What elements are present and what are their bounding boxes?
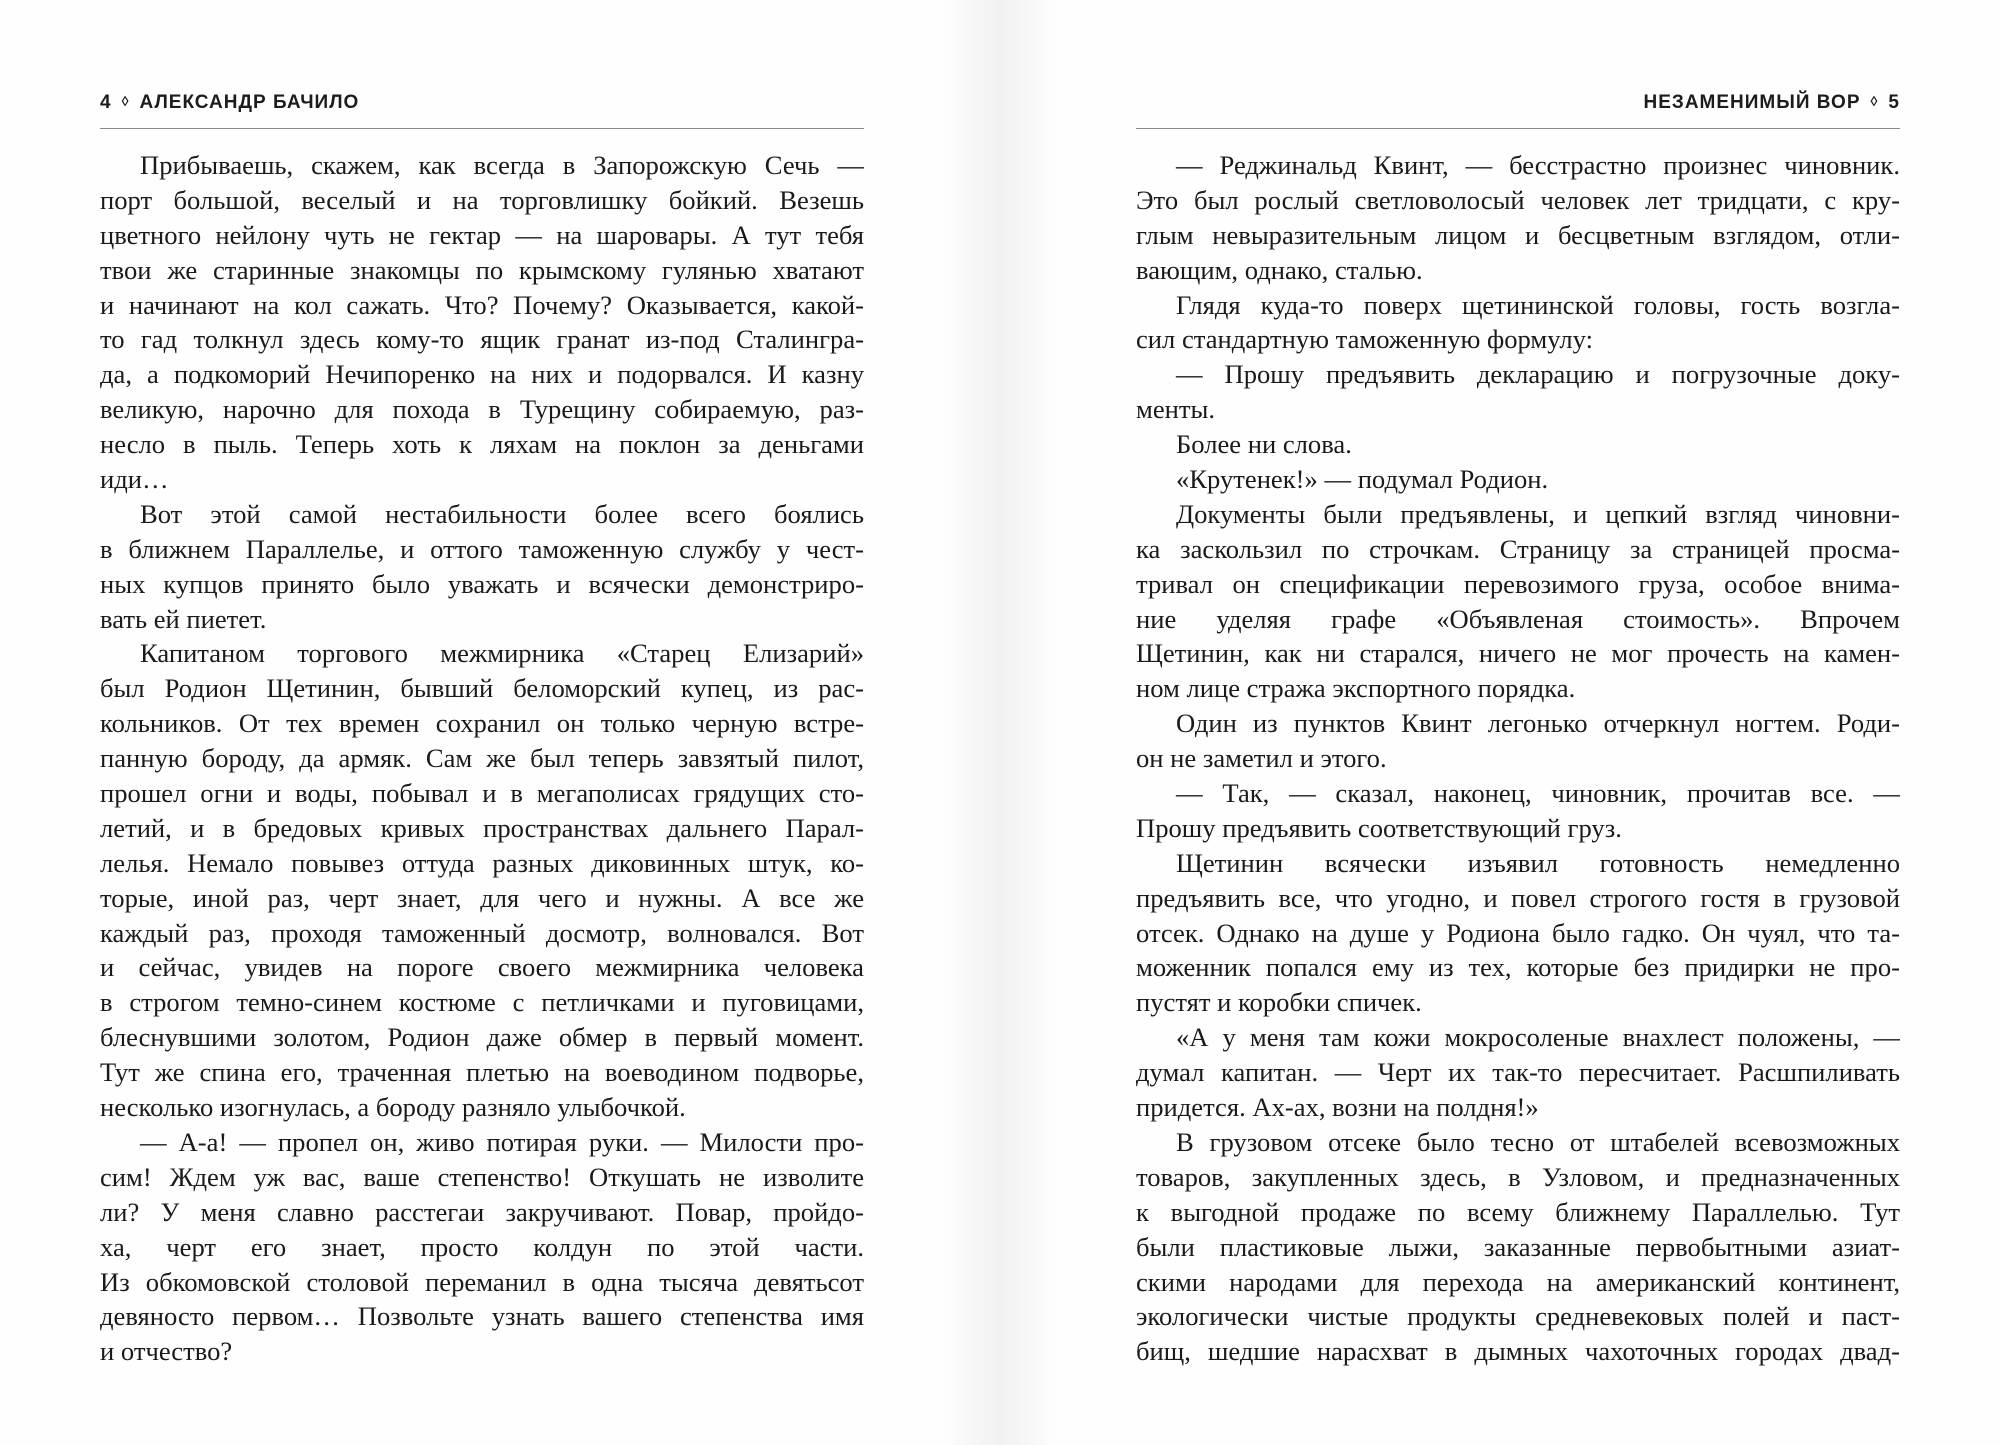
text-line: менты. xyxy=(1136,394,1216,425)
text-line: сим! Ждем уж вас, ваше степенство! Откушать не изволите xyxy=(100,1161,864,1192)
text-line: тривал он спецификации перевозимого груза, особое внима- xyxy=(1136,568,1900,599)
header-separator: ◊ xyxy=(1870,93,1879,109)
text-line: Прибываешь, скажем, как всегда в Запорожскую Сечь — xyxy=(140,150,864,180)
text-line: кольников. От тех времен сохранил он только черную встре- xyxy=(100,708,864,739)
text-line: пустят и коробки спичек. xyxy=(1136,987,1422,1018)
text-line: предъявить все, что угодно, и повел строгого гостя в грузовой xyxy=(1136,882,1900,913)
text-line: и отчество? xyxy=(100,1336,233,1367)
page-number: 4 xyxy=(100,92,112,113)
running-title: НЕЗАМЕНИМЫЙ ВОР xyxy=(1643,92,1861,113)
text-line: лелья. Немало повывез оттуда разных диковинных штук, ко- xyxy=(100,847,864,878)
page-number: 5 xyxy=(1888,92,1900,113)
text-line: экологически чистые продукты средневековых полей и паст- xyxy=(1136,1301,1900,1332)
text-line: цветного нейлону чуть не гектар — на шаровары. А тут тебя xyxy=(100,219,864,250)
text-line: «Крутенек!» — подумал Родион. xyxy=(1176,464,1549,495)
text-line: моженник попался ему из тех, которые без придирки не про- xyxy=(1136,952,1900,983)
left-page-text xyxy=(100,148,864,1369)
text-line: и начинают на кол сажать. Что? Почему? Оказывается, какой- xyxy=(100,289,864,320)
text-line: и сейчас, увидев на пороге своего межмирника человека xyxy=(100,952,864,983)
text-line: — Прошу предъявить декларацию и погрузочные доку- xyxy=(1176,359,1900,390)
text-line: панную бороду, да армяк. Сам же был теперь завзятый пилот, xyxy=(100,743,864,774)
text-line: ха, черт его знает, просто колдун по этой части. xyxy=(100,1231,864,1262)
right-running-header xyxy=(1644,92,1900,114)
text-line: порт большой, веселый и на торговлишку бойкий. Везешь xyxy=(100,184,864,215)
text-line: ли? У меня славно расстегаи закручивают. Повар, пройдо- xyxy=(100,1196,864,1227)
text-line: иди… xyxy=(100,464,169,495)
text-line: В грузовом отсеке было тесно от штабелей всевозможных xyxy=(1176,1126,1900,1157)
text-line: Капитаном торгового межмирника «Старец Елизарий» xyxy=(140,638,864,669)
text-line: скими народами для перехода на американский континент, xyxy=(1136,1266,1900,1297)
text-line: были пластиковые лыжи, заказанные первобытными азиат- xyxy=(1136,1231,1900,1262)
text-line: Щетинин, как ни старался, ничего не мог прочесть на камен- xyxy=(1136,638,1900,669)
left-running-header xyxy=(100,92,359,114)
text-line: Прошу предъявить соответствующий груз. xyxy=(1136,812,1622,843)
header-rule xyxy=(100,128,864,129)
text-line: Более ни слова. xyxy=(1176,429,1352,460)
header-separator: ◊ xyxy=(121,93,130,109)
text-line: — Реджинальд Квинт, — бесстрастно произнес чиновник. xyxy=(1176,150,1900,180)
text-line: глым невыразительным лицом и бесцветным взглядом, отли- xyxy=(1136,219,1900,250)
header-rule xyxy=(1136,128,1900,129)
text-line: Один из пунктов Квинт легонько отчеркнул ногтем. Роди- xyxy=(1176,708,1900,739)
text-line: вать ей пиетет. xyxy=(100,603,267,634)
text-line: прошел огни и воды, побывал и в мегаполисах грядущих сто- xyxy=(100,778,864,809)
text-line: да, а подкоморий Нечипоренко на них и подорвался. И казну xyxy=(100,359,864,390)
text-line: в ближнем Параллелье, и оттого таможенную службу у чест- xyxy=(100,533,864,564)
text-line: он не заметил и этого. xyxy=(1136,743,1387,774)
text-line: думал капитан. — Черт их так-то пересчитает. Расшпиливать xyxy=(1136,1057,1900,1088)
text-line: Глядя куда-то поверх щетининской головы, гость возгла- xyxy=(1176,289,1900,320)
running-title: АЛЕКСАНДР БАЧИЛО xyxy=(139,92,360,113)
text-line: вающим, однако, сталью. xyxy=(1136,254,1423,285)
text-line: Тут же спина его, траченная плетью на воеводином подворье, xyxy=(100,1057,864,1088)
text-line: торые, иной раз, черт знает, для чего и нужны. А все же xyxy=(100,882,864,913)
text-line: — Так, — сказал, наконец, чиновник, прочитав все. — xyxy=(1176,778,1900,809)
text-line: ных купцов принято было уважать и всячески демонстриро- xyxy=(100,568,864,599)
text-line: к выгодной продаже по всему ближнему Параллелью. Тут xyxy=(1136,1196,1900,1227)
text-line: Щетинин всячески изъявил готовность немедленно xyxy=(1176,847,1900,878)
text-line: блеснувшими золотом, Родион даже обмер в первый момент. xyxy=(100,1022,864,1053)
text-line: бищ, шедшие нарасхват в дымных чахоточных городах двад- xyxy=(1136,1336,1900,1367)
text-line: был Родион Щетинин, бывший беломорский купец, из рас- xyxy=(100,673,864,704)
text-line: то гад толкнул здесь кому-то ящик гранат из-под Сталингра- xyxy=(100,324,864,355)
text-line: Из обкомовской столовой переманил в одна тысяча девятьсот xyxy=(100,1266,864,1297)
right-page-text xyxy=(1136,148,1900,1369)
text-line: ка заскользил по строчкам. Страницу за страницей просма- xyxy=(1136,533,1900,564)
text-line: Документы были предъявлены, и цепкий взгляд чиновни- xyxy=(1176,498,1900,529)
text-line: придется. Ах-ах, возни на полдня!» xyxy=(1136,1092,1539,1123)
text-line: в строгом темно-синем костюме с петличками и пуговицами, xyxy=(100,987,864,1018)
text-line: ние уделяя графе «Объявленая стоимость». Впрочем xyxy=(1136,603,1900,634)
text-line: товаров, закупленных здесь, в Узловом, и предназначенных xyxy=(1136,1161,1900,1192)
text-line: ном лице стража экспортного порядка. xyxy=(1136,673,1576,704)
text-line: «А у меня там кожи мокросоленые внахлест положены, — xyxy=(1176,1022,1900,1053)
text-line: девяносто первом… Позвольте узнать вашего степенства имя xyxy=(100,1301,864,1332)
text-line: великую, нарочно для похода в Турещину собираемую, раз- xyxy=(100,394,864,425)
text-line: летий, и в бредовых кривых пространствах дальнего Парал- xyxy=(100,812,864,843)
text-line: несло в пыль. Теперь хоть к ляхам на поклон за деньгами xyxy=(100,429,864,460)
text-line: — А-а! — пропел он, живо потирая руки. — Милости про- xyxy=(140,1126,864,1157)
text-line: Это был рослый светловолосый человек лет тридцати, с кру- xyxy=(1136,184,1900,215)
text-line: сил стандартную таможенную формулу: xyxy=(1136,324,1593,355)
text-line: несколько изогнулась, а бороду разняло улыбочкой. xyxy=(100,1092,686,1123)
text-line: каждый раз, проходя таможенный досмотр, волновался. Вот xyxy=(100,917,864,948)
text-line: отсек. Однако на душе у Родиона было гадко. Он чуял, что та- xyxy=(1136,917,1900,948)
text-line: твои же старинные знакомцы по крымскому гулянью хватают xyxy=(100,254,864,285)
text-line: Вот этой самой нестабильности более всего боялись xyxy=(140,498,864,529)
right-page xyxy=(1000,0,2000,1445)
